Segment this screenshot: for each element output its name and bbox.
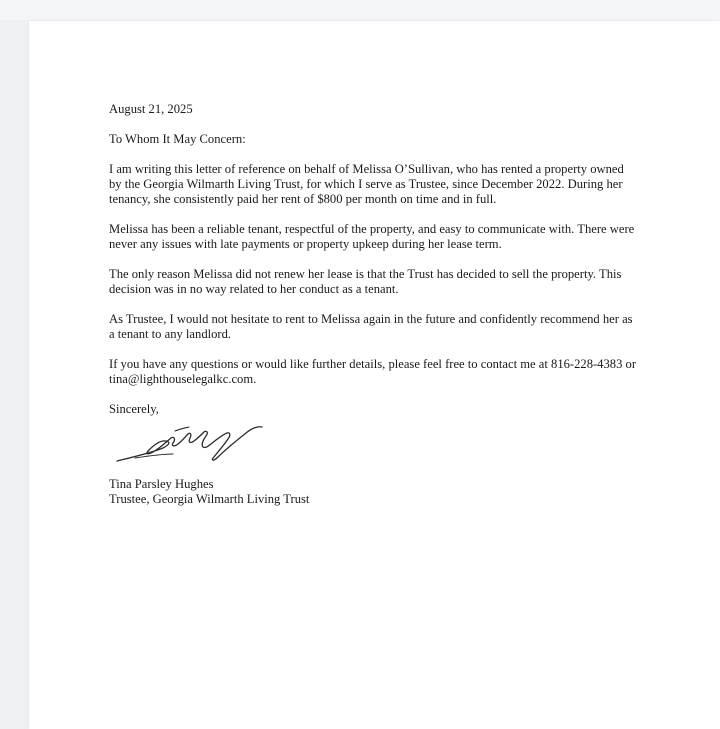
- signer-name: Tina Parsley Hughes: [109, 477, 214, 491]
- letter-date: August 21, 2025: [109, 102, 193, 116]
- document-page: [29, 21, 720, 729]
- paragraph-tenant-reliability: Melissa has been a reliable tenant, respectful of the property, and easy to communicate with. There were never any issues with late payments or property upkeep during her lease term.: [109, 222, 635, 251]
- paragraph-recommendation: As Trustee, I would not hesitate to rent to Melissa again in the future and confidently recommend her as a tenant to any landlord.: [109, 312, 633, 341]
- signer-title: Trustee, Georgia Wilmarth Living Trust: [109, 492, 310, 506]
- letter-body: [109, 102, 639, 507]
- letter-closing: Sincerely,: [109, 402, 159, 416]
- paragraph-contact: If you have any questions or would like further details, please feel free to contact me at 816-228-4383 or tina@lighthouselegalkc.com.: [109, 357, 637, 386]
- signature-icon: [113, 421, 283, 467]
- letter-salutation: To Whom It May Concern:: [109, 132, 246, 146]
- paragraph-lease-reason: The only reason Melissa did not renew her lease is that the Trust has decided to sell the property. This decision was in no way related to her conduct as a tenant.: [109, 267, 622, 296]
- viewer-top-bar: [0, 0, 720, 20]
- paragraph-reference-intro: I am writing this letter of reference on behalf of Melissa O’Sullivan, who has rented a property owned by the Georgia Wilmarth Living Trust, for which I serve as Trustee, since December 2022. During her tenancy, she consistently paid her rent of $800 per month on time and in full.: [109, 162, 624, 206]
